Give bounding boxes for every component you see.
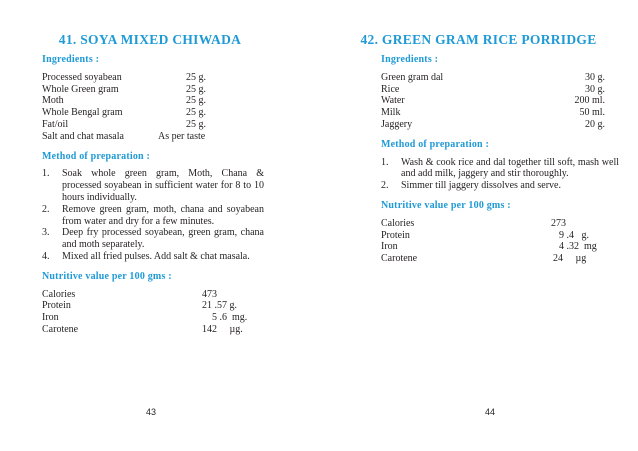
nutrient-value: 9 .4 g. <box>559 229 589 241</box>
ingredients-heading: Ingredients : <box>42 54 100 65</box>
ingredient-name: Jaggery <box>381 118 413 130</box>
ingredient-qty: 30 g. <box>585 71 605 83</box>
method-step <box>381 157 619 181</box>
step-number: 1. <box>381 156 389 168</box>
ingredient-name: Whole Bengal gram <box>42 107 123 119</box>
nutrient-value: 473 <box>202 288 217 300</box>
ingredient-row <box>42 107 264 119</box>
ingredient-name: Salt and chat masala <box>42 130 124 142</box>
ingredients-table <box>42 72 264 143</box>
nutrient-value: 142 µg. <box>202 323 243 335</box>
ingredients-heading: Ingredients : <box>381 54 439 65</box>
step-text: Deep fry processed soyabean, green gram, chana and moth separately. <box>62 227 264 251</box>
ingredient-qty: 50 ml. <box>579 107 605 119</box>
method-heading: Method of preparation : <box>42 150 151 162</box>
ingredient-qty <box>158 130 264 143</box>
recipe-title: 42. GREEN GRAM RICE PORRIDGE <box>360 32 597 47</box>
page-44 <box>319 0 638 451</box>
ingredient-qty: 25 g. <box>186 95 206 107</box>
method-step <box>42 251 264 263</box>
nutrient-name: Iron <box>42 312 59 324</box>
ingredient-row <box>42 84 264 96</box>
ingredient-row <box>42 95 264 107</box>
nutrient-value: 273 <box>551 217 566 229</box>
recipe-body <box>42 54 264 336</box>
nutrition-row <box>381 253 619 265</box>
method-step <box>42 227 264 251</box>
ingredient-qty: 25 g. <box>186 118 206 130</box>
ingredient-name: Whole Green gram <box>42 83 119 95</box>
method-step <box>381 180 619 192</box>
method-steps <box>381 157 619 192</box>
ingredient-row <box>42 72 264 84</box>
nutrient-name: Carotene <box>42 323 79 335</box>
method-step <box>42 204 264 228</box>
ingredient-row <box>42 131 264 143</box>
nutrition-row <box>42 289 264 301</box>
ingredient-row <box>381 107 619 119</box>
nutrient-value: 21 .57 g. <box>202 300 237 312</box>
nutrition-heading: Nutritive value per 100 gms : <box>42 270 172 282</box>
ingredient-row <box>381 95 619 107</box>
nutrition-row <box>381 218 619 230</box>
nutrition-row <box>42 312 264 324</box>
nutrition-table <box>381 218 619 265</box>
method-steps <box>42 168 264 262</box>
nutrient-name: Protein <box>381 229 410 241</box>
nutrient-name: Calories <box>381 217 415 229</box>
ingredient-row <box>381 119 619 131</box>
ingredient-row <box>381 72 619 84</box>
recipe-body <box>381 54 619 265</box>
ingredient-qty: 200 ml. <box>574 95 605 107</box>
nutrient-name: Carotene <box>381 253 418 265</box>
nutrient-name: Iron <box>381 241 398 253</box>
nutrient-name: Calories <box>42 288 76 300</box>
method-heading: Method of preparation : <box>381 138 490 150</box>
nutrient-name: Protein <box>42 300 71 312</box>
ingredient-qty: 25 g. <box>186 71 206 83</box>
recipe-title: 41. SOYA MIXED CHIWADA <box>58 32 242 47</box>
step-text: Wash & cook rice and dal together till soft, mash well and add milk, jaggery and stir thoroughly. <box>401 156 619 180</box>
nutrient-value: 24 µg <box>553 253 587 265</box>
step-number: 2. <box>42 203 50 215</box>
nutrition-row <box>42 300 264 312</box>
page-number: 43 <box>146 407 157 417</box>
ingredient-name: Milk <box>381 107 401 119</box>
step-text: Simmer till jaggery dissolves and serve. <box>401 180 561 192</box>
nutrition-row <box>381 230 619 242</box>
ingredient-qty: 25 g. <box>186 83 206 95</box>
ingredient-row <box>381 84 619 96</box>
ingredient-qty: 25 g. <box>186 107 206 119</box>
nutrition-row <box>381 241 619 253</box>
nutrition-row <box>42 324 264 336</box>
page-number: 44 <box>485 407 496 417</box>
nutrient-value: 4 .32 mg <box>559 241 597 253</box>
nutrient-value: 5 .6 mg. <box>212 312 248 324</box>
ingredients-table <box>381 72 619 131</box>
ingredient-name: Moth <box>42 95 64 107</box>
ingredient-qty: 30 g. <box>585 83 605 95</box>
step-number: 1. <box>42 168 50 180</box>
step-text: Mixed all fried pulses. Add salt & chat masala. <box>62 250 250 262</box>
ingredient-name: Water <box>381 95 405 107</box>
step-text: Soak whole green gram, Moth, Chana & processed soyabean in sufficient water for 8 to 10 hours individually. <box>62 168 264 203</box>
ingredient-qty: 20 g. <box>585 118 605 130</box>
ingredient-name: Rice <box>381 83 400 95</box>
ingredient-row <box>42 119 264 131</box>
ingredient-name: Green gram dal <box>381 71 444 83</box>
nutrition-table <box>42 289 264 336</box>
ingredient-name: Processed soyabean <box>42 71 122 83</box>
step-text: Remove green gram, moth, chana and soyabean from water and dry for a few minutes. <box>62 203 264 227</box>
step-number: 2. <box>381 180 389 192</box>
ingredient-qty-text: As per taste <box>158 130 206 142</box>
step-number: 4. <box>42 250 50 262</box>
nutrition-heading: Nutritive value per 100 gms : <box>381 199 511 211</box>
method-step <box>42 168 264 203</box>
ingredient-name: Fat/oil <box>42 118 69 130</box>
step-number: 3. <box>42 227 50 239</box>
